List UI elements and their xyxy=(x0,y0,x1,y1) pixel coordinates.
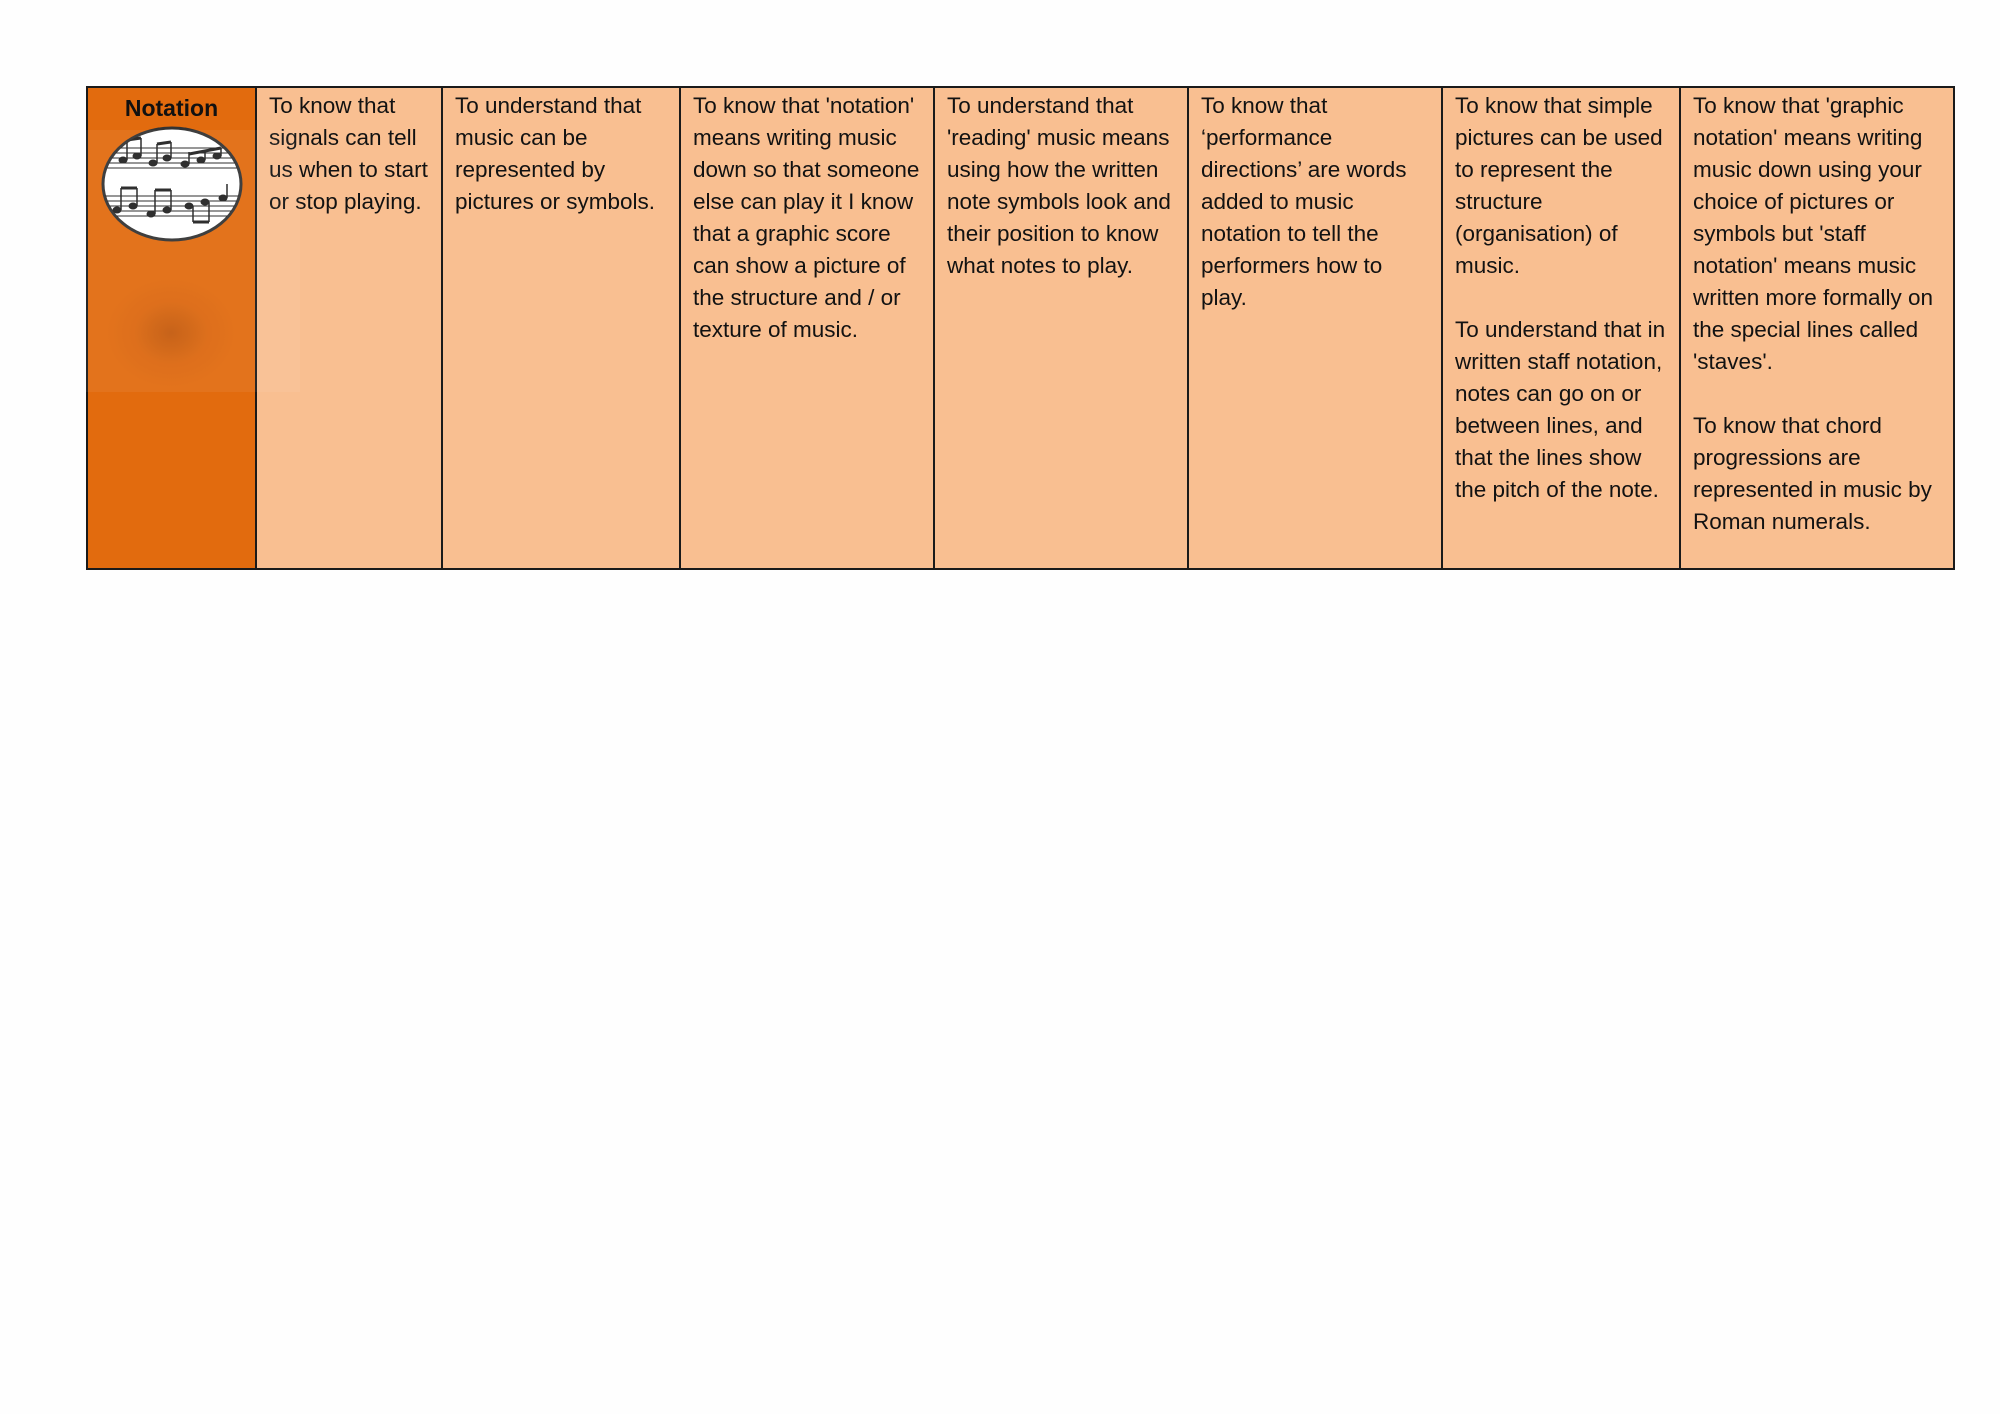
cell-text: To know that chord progressions are represented in music by Roman numerals. xyxy=(1693,413,1932,534)
table-cell xyxy=(442,87,680,569)
cell-text: To know that signals can tell us when to start or stop playing. xyxy=(269,93,428,214)
table-cell xyxy=(934,87,1188,569)
sheet-music-oval-icon xyxy=(101,126,243,242)
table-cell xyxy=(1680,87,1954,569)
cell-text: To know that ‘performance directions’ are words added to music notation to tell the performers how to play. xyxy=(1201,93,1407,310)
row-heading-cell xyxy=(87,87,256,569)
table-cell xyxy=(1442,87,1680,569)
cell-text: To know that 'notation' means writing music down so that someone else can play it I know that a graphic score can show a picture of the structure and / or texture of music. xyxy=(693,93,920,342)
row-heading: Notation xyxy=(124,95,219,121)
table-cell xyxy=(256,87,442,569)
cell-text: To know that simple pictures can be used to represent the structure (organisation) of music. xyxy=(1455,93,1663,278)
decorative-shadow xyxy=(106,278,236,388)
cell-text: To know that 'graphic notation' means writing music down using your choice of pictures or symbols but 'staff notation' means music written more formally on the special lines called 'staves'. xyxy=(1693,93,1934,374)
cell-text: To understand that 'reading' music means using how the written note symbols look and their position to know what notes to play. xyxy=(947,93,1171,278)
table-cell xyxy=(680,87,934,569)
cell-text: To understand that in written staff notation, notes can go on or between lines, and that the lines show the pitch of the note. xyxy=(1455,317,1666,502)
table-row xyxy=(87,87,1954,569)
curriculum-table xyxy=(86,86,1955,570)
cell-text: To understand that music can be represented by pictures or symbols. xyxy=(455,93,656,214)
table-cell xyxy=(1188,87,1442,569)
